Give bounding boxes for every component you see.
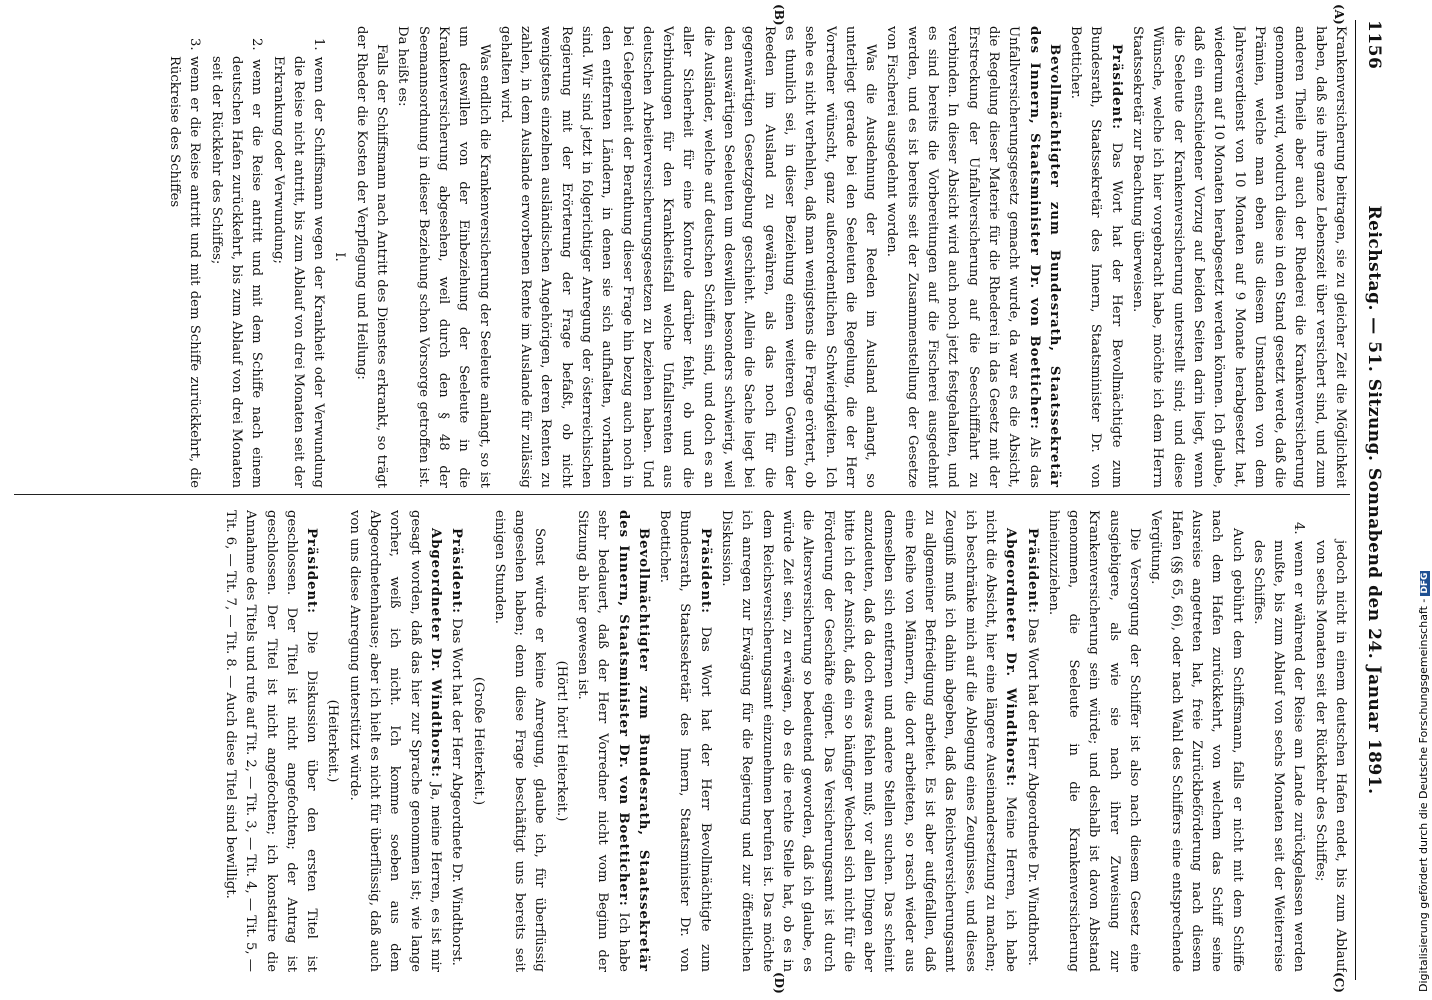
column-divider — [14, 494, 1350, 495]
paragraph-text: Das Wort hat der Herr Abgeordnete Dr. Windthorst. — [1024, 618, 1040, 966]
paragraph — [343, 510, 444, 972]
paragraph: Was endlich die Krankenversicherung der Seeleute anlangt, so ist um deswillen von der Einbeziehung der Seeleute in die Krankenversicherung abgesehen, weil durch den § 48 der Seemannsordnung in dieser Beziehung schon Vorsorge getroffen ist. Da heißt es: — [395, 26, 492, 488]
paragraph — [881, 26, 1064, 488]
page-title: Reichstag. — 51. Sitzung. Sonnabend den 24. Januar 1891. — [1364, 205, 1384, 795]
footer-text: Digitalisierung gefördert durch die Deutsche Forschungsgemeinschaft - — [1417, 598, 1430, 992]
paragraph — [654, 510, 715, 972]
paragraph: Krankenversicherung beitragen, sie zu gleicher Zeit die Möglichkeit haben, daß sie ihre ganze Lebenszeit über versichert sind, und zum anderen Theile aber auch der Rhederei die Krankenversicherung genommen wird, wodurch diese in den Stand gesetzt werde, daß die Prämien, welche man eben aus diesem Umstanden von dem Jahresverdienst von 10 Monaten auf 9 Monate herabgesetzt hat, wiederum auf 10 Monaten herabgesetzt werden können. Ich glaube, daß ein entschiedener Vorzug auf beiden Seiten darin liegt, wenn die Seeleute der Krankenversicherung unterstellt sind; und diese Wünsche, welche ich hier vorgebracht habe, möchte ich dem Herrn Staatssekretär zur Beachtung überweisen. — [1130, 26, 1348, 488]
speaker: Abgeordneter Dr. Windthorst: — [1003, 528, 1019, 788]
page-header — [1358, 20, 1384, 980]
paragraph: Die Versorgung der Schiffer ist also nach diesem Gesetz eine ausgiebigere, als wie sie nach ihrer Zuweisung zur Krankenversicherung sein würde; und deshalb ist davon Abstand genommen, die Seeleute in die Krankenversicherung hineinzuziehen. — [1045, 510, 1143, 972]
header-divider — [1355, 20, 1356, 980]
stage-direction: (Hört! hört! Heiterkeit.) — [553, 660, 569, 822]
speaker: Präsident: — [697, 528, 713, 615]
list-item: jedoch nicht in einem deutschen Hafen endet, bis zum Ablauf von sechs Monaten seit der Rückkehr des Schiffes; — [1312, 540, 1348, 972]
margin-letter-c: (C) — [1332, 972, 1346, 993]
paragraph: Sonst würde er keine Anregung, glaube ich, für überflüssig angesehen haben; denn diese Frage beschäftigt uns bereits seit einigen Stunden. — [491, 510, 548, 972]
left-column — [10, 26, 1350, 488]
paragraph: Was die Ausdehnung der Reeden im Ausland anlangt, so unterliegt gerade bei den Seeleuten die Regelung, die der Herr Vorredner wünscht, ganz außerordentlichen Schwierigkeiten. Ich sehe es nicht verhehlen, daß man wenigstens die Frage erörtert, ob es thunlich sei, in dieser Beziehung einen weiteren Gewinn der Reeden im Ausland zu gewähren, als das noch für die gegenwärtigen Gesetzgebung geschieht. Allein die Sache liegt bei den auswärtigen Seeleuten um deswillen besonders schwierig, weil die Ausländer, welche auf deutschen Schiffen sind, und doch es an aller Sicherheit für eine Kontrole darüber fehlt, ob und die Verbindungen für den Krankheitsfall welche Unfallsrenten aus deutschen Arbeiterversicherungsgesetzen zu beziehen haben. Und bei Gelegenheit der Berathung dieser Frage hin bezug auch noch in den entfernten Ländern, in denen sie sich aufhalten, vorhanden sind. Wir sind jetzt in folgerichtiger Anregung der österreichischen Regierung mit der Erörterung der Frage befaßt, ob nicht wenigstens einzelnen ausländischen Angehörigen, deren Renten zu zahlen, in dem Auslande erworbenen Rente im Auslande für zulässig gehalten wird. — [497, 26, 879, 488]
paragraph: Auch gebührt dem Schiffsmann, falls er nicht mit dem Schiffe nach dem Hafen zurückkehrt, von welchem das Schiff seine Ausreise angetreten hat, freie Zurückbeförderung nach diesem Hafen (§§ 65, 66), oder nach Wahl des Schiffers eine entsprechende Vergütung. — [1148, 510, 1245, 972]
list-item-text: wenn er während der Reise am Lande zurückgelassen werden mußte, bis zum Ablauf von sechs Monaten seit der Weiterreise des Schiffes. — [1250, 540, 1307, 972]
paragraph-text: Die Diskussion über den ersten Titel ist geschlossen. Der Titel ist nicht angefochten; der Antrag ist geschlossen. Der Titel ist nicht angefochten; ich konstatire die Annahme des Titels und rufe auf Tit. 2, — Tit. 3, — Tit. 4, — Tit. 5, — Tit. 6, — Tit. 7, — Tit. 8. — Auch diese Titel sind bewilligt. — [222, 510, 320, 972]
paragraph-text: Als das Unfallversicherungsgesetz gemacht wurde, da war es die Absicht, die Regelung dieser Materie für die Rhederei in das Gesetz mit der Erstreckung der Unfallversicherung auf die Seeschifffahrt zu verbinden. In dieser Absicht wird auch noch jetzt festgehalten, und es sind bereits die Vorbereitungen auf die Fischerei ausgedehnt werden, und es ist bereits seit der Zusammenstellung der Gesetze von Fischerei ausgedehnt worden. — [884, 26, 1042, 488]
digitization-footer — [1417, 572, 1431, 992]
margin-letter-a: (A) — [1332, 4, 1346, 25]
speaker: Präsident: — [449, 528, 465, 615]
list-item: 2. wenn er die Reise antritt und mit dem Schiffe nach einem deutschen Hafen zurückkehrt, bis zum Ablauf von drei Monaten seit der Rückkehr des Schiffes; — [208, 38, 265, 488]
paragraph — [1021, 510, 1041, 972]
paragraph-text: Das Wort hat der Herr Abgeordnete Dr. Windthorst. — [449, 618, 465, 966]
list-item-text: wenn er die Reise antritt und mit dem Schiffe zurückkehrt, die Rückreise des Schiffes — [167, 55, 203, 488]
stage-direction: (Heiterkeit.) — [325, 699, 341, 783]
list-item: 4. wenn er während der Reise am Lande zurückgelassen werden mußte, bis zum Ablauf von sechs Monaten seit der Weiterreise des Schiffes. — [1250, 522, 1307, 972]
paragraph-text: Ich habe sehr bedauert, daß der Herr Vorredner nicht vom Beginn der Sitzung ab hier gewesen ist. — [575, 510, 631, 972]
paragraph-text: Meine Herren, ich habe nicht die Absicht, hier eine längere Auseinandersetzung zu machen; ich beschränke mich auf die Ablegung eines Zeugnisses, und dieses Zeugniß muß ich dahin abgeben, daß das Reichsversicherungsamt zu allgemeiner Befriedigung arbeitet. Es ist aber aufgefallen, daß eine Reihe von Männern, die dort arbeiteten, so rasch wieder aus demselben sich entfernen und andere Stellen suchen. Das scheint anzudeuten, daß da doch etwas fehlen muß; vor allen Dingen aber bitte ich der Ansicht, daß ein so häufiger Wechsel sich nicht für die Förderung der Geschäfte eignet. Das Versicherungsamt ist durch die Altersversicherung so bedeutend geworden, daß ich glaube, es würde Zeit sein, zu erwägen, ob es die rechte Stelle hat, ob es in dem Reichsversicherungsamt einzunehmen berufen ist. Das möchte ich anregen zur Erwägung für die Regierung und zur öffentlichen Diskussion. — [719, 510, 1019, 972]
speaker: Abgeordneter Dr. Windthorst: — [427, 528, 443, 779]
paragraph — [1065, 26, 1126, 488]
margin-letter-d: (D) — [772, 972, 786, 994]
paragraph — [716, 510, 1020, 972]
speaker: Bevollmächtigter zum Bundesrath, Staatssekretär des Innern, Staatsminister Dr. von Boetticher: — [1026, 26, 1062, 488]
stage-direction: (Große Heiterkeit.) — [470, 676, 486, 806]
list-item-text: wenn er die Reise antritt und mit dem Schiffe nach einem deutschen Hafen zurückkehrt, bis zum Ablauf von drei Monaten seit der Rückkehr des Schiffes; — [208, 56, 265, 488]
list-item-text: wenn der Schiffsmann wegen der Krankheit oder Verwundung die Reise nicht antritt, bis zum Ablauf von drei Monaten seit der Erkrankung oder Verwundung; — [270, 56, 327, 488]
paragraph-text: Das Wort hat der Herr Bevollmächtigte zum Bundesrath, Staatssekretär des Innern, Staatsminister Dr. von Boetticher. — [657, 510, 713, 972]
speaker: Präsident: — [1108, 44, 1124, 131]
paragraph — [220, 510, 321, 972]
paragraph — [446, 510, 466, 972]
list-item: 1. wenn der Schiffsmann wegen der Krankheit oder Verwundung die Reise nicht antritt, bis zum Ablauf von drei Monaten seit der Erkrankung oder Verwundung; — [270, 38, 327, 488]
paragraph — [572, 510, 653, 972]
speaker: Präsident: — [1024, 528, 1040, 615]
paragraph-text: Das Wort hat der Herr Bevollmächtigte zum Bundesrath, Staatssekretär des Innern, Staatsminister Dr. von Boetticher. — [1068, 26, 1124, 488]
dfg-logo: DFG — [1420, 572, 1430, 594]
paragraph: Falls der Schiffsmann nach Antritt des Dienstes erkrankt, so trägt der Rheder die Kosten der Verpflegung und Heilung: — [353, 26, 390, 488]
roman-numeral: I. — [332, 252, 348, 262]
list-item: 3. wenn er die Reise antritt und mit dem Schiffe zurückkehrt, die Rückreise des Schiffes — [167, 38, 203, 488]
speaker: Präsident: — [304, 528, 320, 615]
right-column — [10, 510, 1350, 972]
margin-letter-b: (B) — [772, 4, 786, 26]
paragraph-text: Ja, meine Herren, es ist mir gesagt worden, daß das hier zur Sprache genommen ist; wie lange vorher, weiß ich nicht. Ich komme soeben aus dem Abgeordnetenhause; aber ich hielt es nicht für überflüssig, daß auch von uns diese Anregung unterstützt würde. — [346, 510, 443, 972]
page-number: 1156 — [1364, 20, 1384, 70]
speaker: Bevollmächtigter zum Bundesrath, Staatssekretär des Innern, Staatsminister Dr. von Boetticher: — [615, 510, 651, 972]
